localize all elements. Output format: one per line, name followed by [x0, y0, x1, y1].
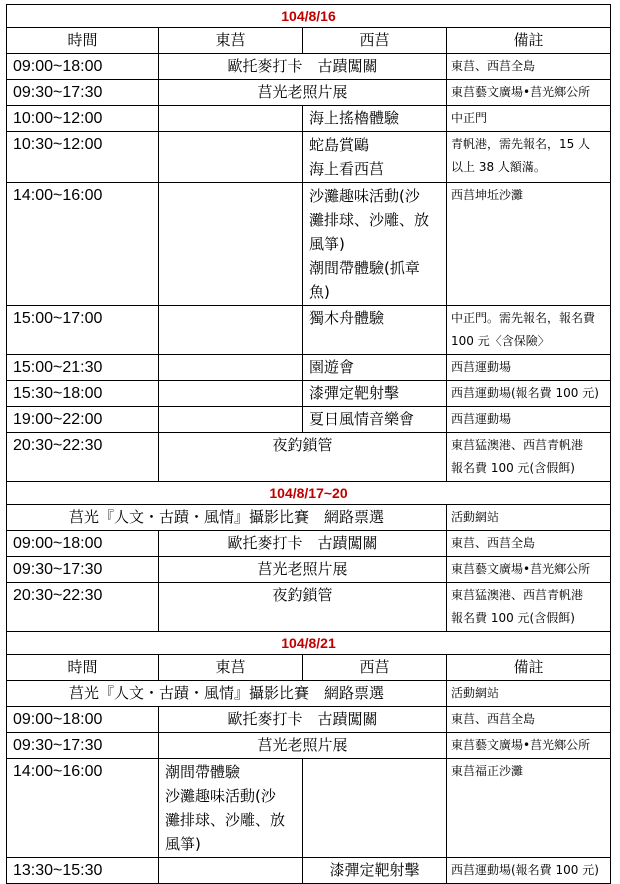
- date-heading: 104/8/17~20: [7, 482, 611, 505]
- note-cell: [447, 433, 611, 482]
- table-row: [7, 355, 611, 381]
- time-cell: 09:30~17:30: [7, 557, 159, 583]
- east-cell: [159, 132, 303, 183]
- west-line: 潮間帶體驗(抓章: [309, 259, 420, 277]
- note-cell: 東莒、西莒全島: [447, 54, 611, 80]
- west-cell: 漆彈定靶射擊: [303, 858, 447, 884]
- west-line: 沙灘趣味活動(沙: [309, 187, 420, 205]
- time-cell: 15:00~17:00: [7, 306, 159, 355]
- note-cell: 西莒運動場(報名費 100 元): [447, 858, 611, 884]
- west-line: 魚): [309, 283, 330, 301]
- east-cell: [159, 306, 303, 355]
- activity-cell: 夜釣鎖管: [159, 433, 447, 482]
- west-cell: 漆彈定靶射擊: [303, 381, 447, 407]
- time-cell: 09:00~18:00: [7, 707, 159, 733]
- header-row: [7, 655, 611, 681]
- note-line: 青帆港，需先報名，15 人: [451, 137, 591, 151]
- activity-cell: 歐托麥打卡 古蹟闖關: [159, 707, 447, 733]
- east-cell: [159, 183, 303, 306]
- note-cell: 東莒藝文廣場•莒光鄉公所: [447, 557, 611, 583]
- east-line: 沙灘趣味活動(沙: [165, 787, 276, 805]
- table-row: [7, 183, 611, 306]
- table-row: [7, 707, 611, 733]
- east-line: 灘排球、沙雕、放: [165, 811, 286, 829]
- note-cell: 活動網站: [447, 681, 611, 707]
- header-note: 備註: [447, 28, 611, 54]
- time-cell: 13:30~15:30: [7, 858, 159, 884]
- time-cell: 10:30~12:00: [7, 132, 159, 183]
- activity-cell: 歐托麥打卡 古蹟闖關: [159, 54, 447, 80]
- header-row: [7, 28, 611, 54]
- table-row: [7, 407, 611, 433]
- table-row: [7, 80, 611, 106]
- note-cell: 東莒藝文廣場•莒光鄉公所: [447, 733, 611, 759]
- time-cell: 10:00~12:00: [7, 106, 159, 132]
- time-cell: 09:00~18:00: [7, 531, 159, 557]
- note-cell: [447, 132, 611, 183]
- activity-cell: 歐托麥打卡 古蹟闖關: [159, 531, 447, 557]
- time-cell: 09:00~18:00: [7, 54, 159, 80]
- west-line: 風箏): [309, 235, 345, 253]
- table-row: [7, 505, 611, 531]
- west-line: 蛇島賞鷗: [309, 136, 370, 154]
- activity-cell: 莒光老照片展: [159, 557, 447, 583]
- note-cell: 東莒、西莒全島: [447, 707, 611, 733]
- note-cell: 西莒坤坵沙灘: [447, 183, 611, 306]
- west-cell: 園遊會: [303, 355, 447, 381]
- west-cell: 獨木舟體驗: [303, 306, 447, 355]
- time-cell: 09:30~17:30: [7, 733, 159, 759]
- note-cell: [447, 306, 611, 355]
- east-cell: [159, 407, 303, 433]
- note-cell: 東莒福正沙灘: [447, 759, 611, 858]
- date-row: [7, 632, 611, 655]
- east-cell: [159, 858, 303, 884]
- table-row: [7, 433, 611, 482]
- note-line: 報名費 100 元(含假餌): [451, 611, 575, 625]
- note-cell: 東莒藝文廣場•莒光鄉公所: [447, 80, 611, 106]
- west-cell: 夏日風情音樂會: [303, 407, 447, 433]
- table-row: [7, 733, 611, 759]
- time-cell: 14:00~16:00: [7, 759, 159, 858]
- note-line: 報名費 100 元(含假餌): [451, 461, 575, 475]
- time-cell: 20:30~22:30: [7, 433, 159, 482]
- time-cell: 20:30~22:30: [7, 583, 159, 632]
- note-cell: [447, 583, 611, 632]
- time-cell: 14:00~16:00: [7, 183, 159, 306]
- note-line: 東莒猛澳港、西莒青帆港: [451, 588, 584, 602]
- note-line: 東莒猛澳港、西莒青帆港: [451, 438, 584, 452]
- span-cell: 莒光『人文・古蹟・風情』攝影比賽 網路票選: [7, 681, 447, 707]
- table-row: [7, 132, 611, 183]
- note-cell: 西莒運動場: [447, 355, 611, 381]
- date-heading: 104/8/16: [7, 5, 611, 28]
- date-row: [7, 5, 611, 28]
- note-cell: 西莒運動場: [447, 407, 611, 433]
- header-west: 西莒: [303, 28, 447, 54]
- header-east: 東莒: [159, 28, 303, 54]
- header-time: 時間: [7, 655, 159, 681]
- table-row: [7, 759, 611, 858]
- note-cell: 中正門: [447, 106, 611, 132]
- note-cell: 東莒、西莒全島: [447, 531, 611, 557]
- table-row: [7, 583, 611, 632]
- header-east: 東莒: [159, 655, 303, 681]
- header-west: 西莒: [303, 655, 447, 681]
- header-note: 備註: [447, 655, 611, 681]
- note-cell: 西莒運動場(報名費 100 元): [447, 381, 611, 407]
- time-cell: 09:30~17:30: [7, 80, 159, 106]
- west-cell: [303, 759, 447, 858]
- table-row: [7, 306, 611, 355]
- time-cell: 19:00~22:00: [7, 407, 159, 433]
- west-line: 灘排球、沙雕、放: [309, 211, 430, 229]
- note-cell: 活動網站: [447, 505, 611, 531]
- table-row: [7, 54, 611, 80]
- note-line: 以上 38 人額滿。: [451, 160, 546, 174]
- table-row: [7, 106, 611, 132]
- time-cell: 15:30~18:00: [7, 381, 159, 407]
- table-row: [7, 381, 611, 407]
- schedule-document: [6, 4, 610, 884]
- west-line: 海上看西莒: [309, 160, 385, 178]
- date-heading: 104/8/21: [7, 632, 611, 655]
- west-cell: [303, 132, 447, 183]
- date-row: [7, 482, 611, 505]
- east-line: 風箏): [165, 835, 201, 853]
- time-cell: 15:00~21:30: [7, 355, 159, 381]
- east-line: 潮間帶體驗: [165, 763, 241, 781]
- east-cell: [159, 106, 303, 132]
- activity-cell: 夜釣鎖管: [159, 583, 447, 632]
- table-row: [7, 557, 611, 583]
- header-time: 時間: [7, 28, 159, 54]
- span-cell: 莒光『人文・古蹟・風情』攝影比賽 網路票選: [7, 505, 447, 531]
- west-cell: [303, 183, 447, 306]
- east-cell: [159, 355, 303, 381]
- east-cell: [159, 759, 303, 858]
- note-line: 100 元〈含保險〉: [451, 334, 550, 348]
- west-cell: 海上搖櫓體驗: [303, 106, 447, 132]
- activity-cell: 莒光老照片展: [159, 733, 447, 759]
- note-line: 中正門。需先報名，報名費: [451, 311, 596, 325]
- table-row: [7, 858, 611, 884]
- table-row: [7, 681, 611, 707]
- east-cell: [159, 381, 303, 407]
- table-row: [7, 531, 611, 557]
- activity-cell: 莒光老照片展: [159, 80, 447, 106]
- schedule-table: [6, 4, 611, 884]
